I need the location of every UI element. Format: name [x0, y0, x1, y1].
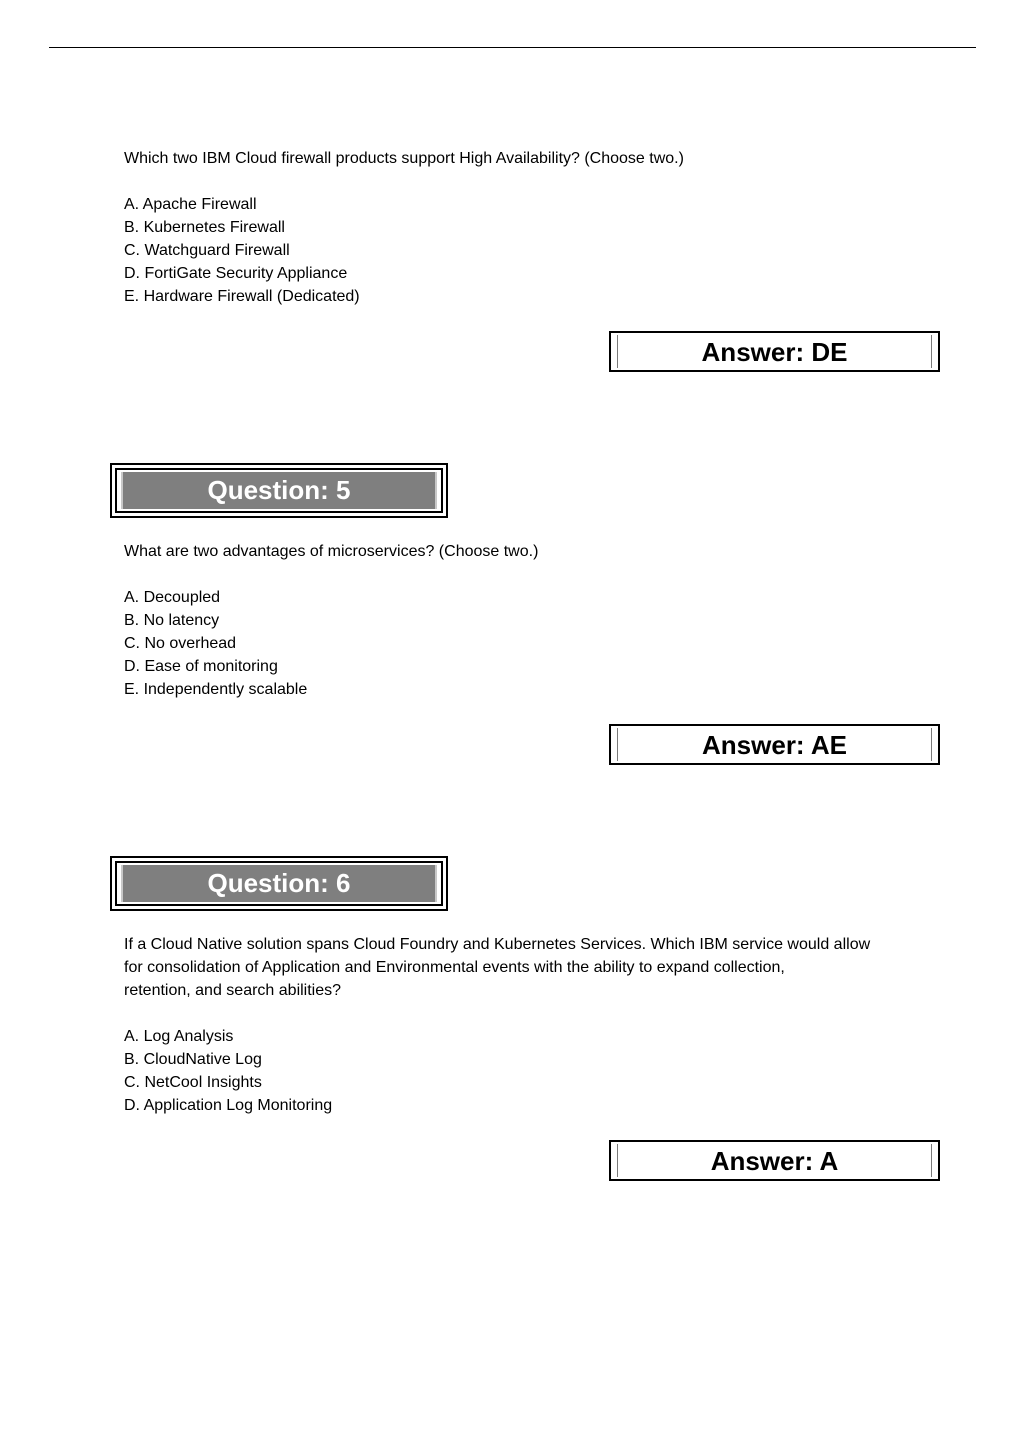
q4-answer-box	[609, 331, 940, 372]
q6-option-b: B. CloudNative Log	[124, 1051, 262, 1068]
question-6-text-line-1: If a Cloud Native solution spans Cloud Foundry and Kubernetes Services. Which IBM service would allow	[124, 936, 871, 953]
question-6-text-line-2: for consolidation of Application and Environmental events with the ability to expand collection,	[124, 959, 785, 976]
question-header-frame	[115, 861, 443, 906]
q6-answer-label: Answer: A	[710, 1146, 839, 1176]
q6-answer-box	[609, 1140, 940, 1181]
question-6-title: Question: 6	[207, 868, 351, 898]
question-6-text-line-3: retention, and search abilities?	[124, 982, 342, 999]
q4-option-b: B. Kubernetes Firewall	[124, 219, 285, 236]
q5-option-b: B. No latency	[124, 612, 220, 629]
question-header-fill	[121, 472, 437, 509]
q4-option-e: E. Hardware Firewall (Dedicated)	[124, 288, 360, 305]
question-6-header	[110, 856, 448, 911]
q5-option-a: A. Decoupled	[124, 589, 221, 606]
q5-answer-label: Answer: AE	[702, 730, 847, 760]
q4-answer-label: Answer: DE	[701, 337, 848, 367]
question-4-text: Which two IBM Cloud firewall products support High Availability? (Choose two.)	[124, 150, 684, 167]
q5-answer-box	[609, 724, 940, 765]
question-header-frame	[115, 468, 443, 513]
q4-option-c: C. Watchguard Firewall	[124, 242, 290, 259]
q4-option-d: D. FortiGate Security Appliance	[124, 265, 348, 282]
q6-option-c: C. NetCool Insights	[124, 1074, 262, 1091]
question-5-header	[110, 463, 448, 518]
question-5-title: Question: 5	[207, 475, 351, 505]
q5-option-d: D. Ease of monitoring	[124, 658, 278, 675]
q4-option-a: A. Apache Firewall	[124, 196, 257, 213]
q5-option-c: C. No overhead	[124, 635, 237, 652]
q6-option-d: D. Application Log Monitoring	[124, 1097, 333, 1114]
question-header-fill	[121, 865, 437, 902]
q6-option-a: A. Log Analysis	[124, 1028, 234, 1045]
header-rule	[49, 47, 976, 48]
question-5-text: What are two advantages of microservices? (Choose two.)	[124, 543, 539, 560]
q5-option-e: E. Independently scalable	[124, 681, 308, 698]
